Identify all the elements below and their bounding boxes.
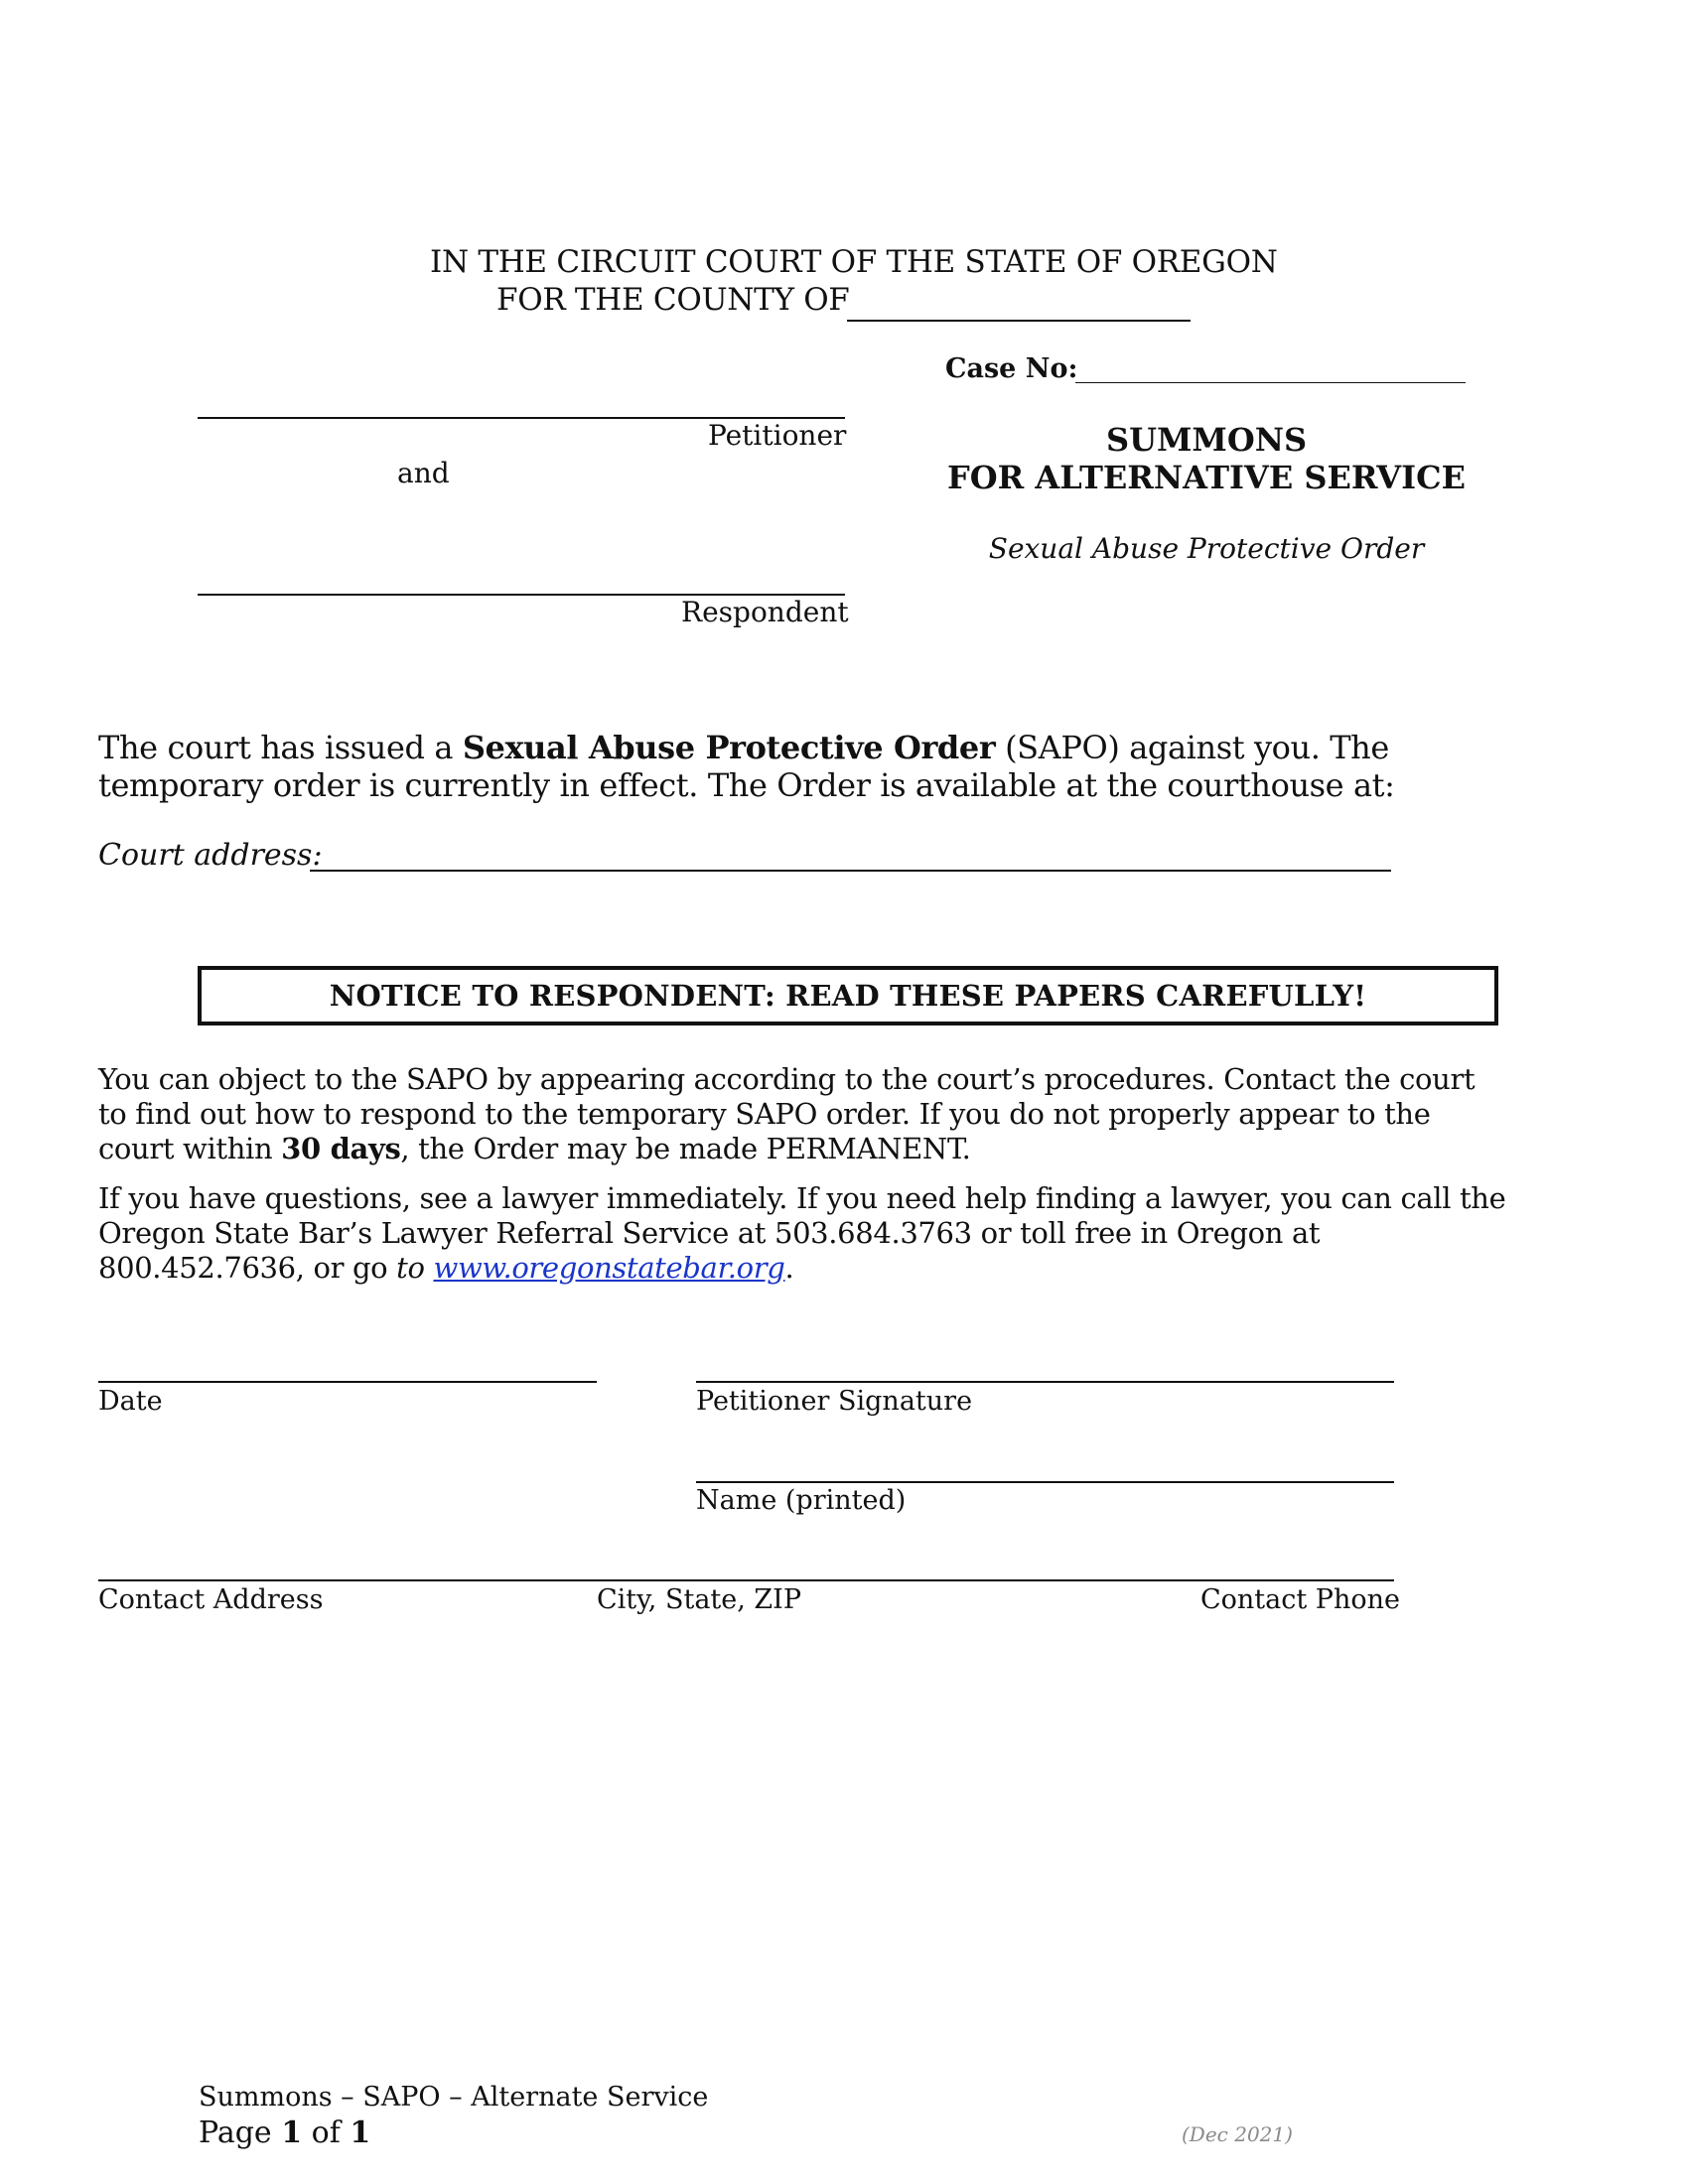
page-of: of <box>302 2116 351 2150</box>
intro-paragraph <box>98 729 1469 804</box>
page-current: 1 <box>281 2116 303 2150</box>
name-printed-field[interactable] <box>696 1481 1394 1483</box>
document-subtitle: Sexual Abuse Protective Order <box>988 532 1425 565</box>
footer-page-number <box>199 2116 370 2150</box>
case-number-field[interactable] <box>1075 382 1466 383</box>
footer-form-name: Summons – SAPO – Alternate Service <box>199 2082 709 2113</box>
court-heading: IN THE CIRCUIT COURT OF THE STATE OF OREGON <box>430 244 1278 280</box>
objection-text-1: You can object to the SAPO by appearing according to the court’s procedures. Contact the court to find out how to respond to the temporary SAPO order. If you do not properly appear to the court within <box>98 1062 1476 1165</box>
intro-text-1: The court has issued a <box>98 729 463 766</box>
contact-info-field[interactable] <box>98 1579 1394 1581</box>
petitioner-label: Petitioner <box>708 419 847 452</box>
lawyer-text-to: to <box>396 1251 425 1285</box>
case-number-label: Case No: <box>945 353 1078 384</box>
page-prefix: Page <box>199 2116 282 2150</box>
city-state-zip-label: City, State, ZIP <box>597 1584 802 1615</box>
title-line-1: SUMMONS <box>1105 421 1308 459</box>
objection-paragraph <box>98 1062 1508 1166</box>
lawyer-text: If you have questions, see a lawyer immediately. If you need help finding a lawyer, you can call the Oregon State Bar’s Lawyer Referral Service at 503.684.3763 or toll free in Oregon at 800.452.7636, or go <box>98 1181 1506 1285</box>
date-field[interactable] <box>98 1381 597 1383</box>
contact-phone-label: Contact Phone <box>1200 1584 1400 1615</box>
document-title <box>894 421 1519 496</box>
notice-heading: NOTICE TO RESPONDENT: READ THESE PAPERS CAREFULLY! <box>329 979 1367 1013</box>
deadline-days: 30 days <box>281 1132 401 1165</box>
petitioner-signature-label: Petitioner Signature <box>696 1386 973 1417</box>
and-label: and <box>397 457 450 489</box>
intro-order-name: Sexual Abuse Protective Order <box>462 729 996 766</box>
contact-address-label: Contact Address <box>98 1584 324 1615</box>
revision-date: (Dec 2021) <box>1182 2122 1293 2146</box>
court-address-label: Court address: <box>98 838 323 873</box>
oregon-state-bar-link[interactable]: www.oregonstatebar.org <box>433 1251 785 1285</box>
intro-text-2: (SAPO) against you. The temporary order is currently in effect. The Order is available at the courthouse at: <box>98 729 1395 804</box>
notice-box <box>198 966 1498 1025</box>
county-blank-field[interactable] <box>847 320 1191 322</box>
date-label: Date <box>98 1386 163 1417</box>
lawyer-paragraph <box>98 1181 1508 1286</box>
title-line-2: FOR ALTERNATIVE SERVICE <box>947 459 1466 496</box>
petitioner-signature-field[interactable] <box>696 1381 1394 1383</box>
lawyer-text-end: . <box>784 1251 794 1285</box>
objection-text-2: , the Order may be made PERMANENT. <box>400 1132 971 1165</box>
name-printed-label: Name (printed) <box>696 1485 907 1516</box>
court-address-field[interactable] <box>310 870 1391 872</box>
respondent-label: Respondent <box>681 596 849 628</box>
page-total: 1 <box>350 2116 371 2150</box>
county-heading: FOR THE COUNTY OF <box>496 282 850 318</box>
